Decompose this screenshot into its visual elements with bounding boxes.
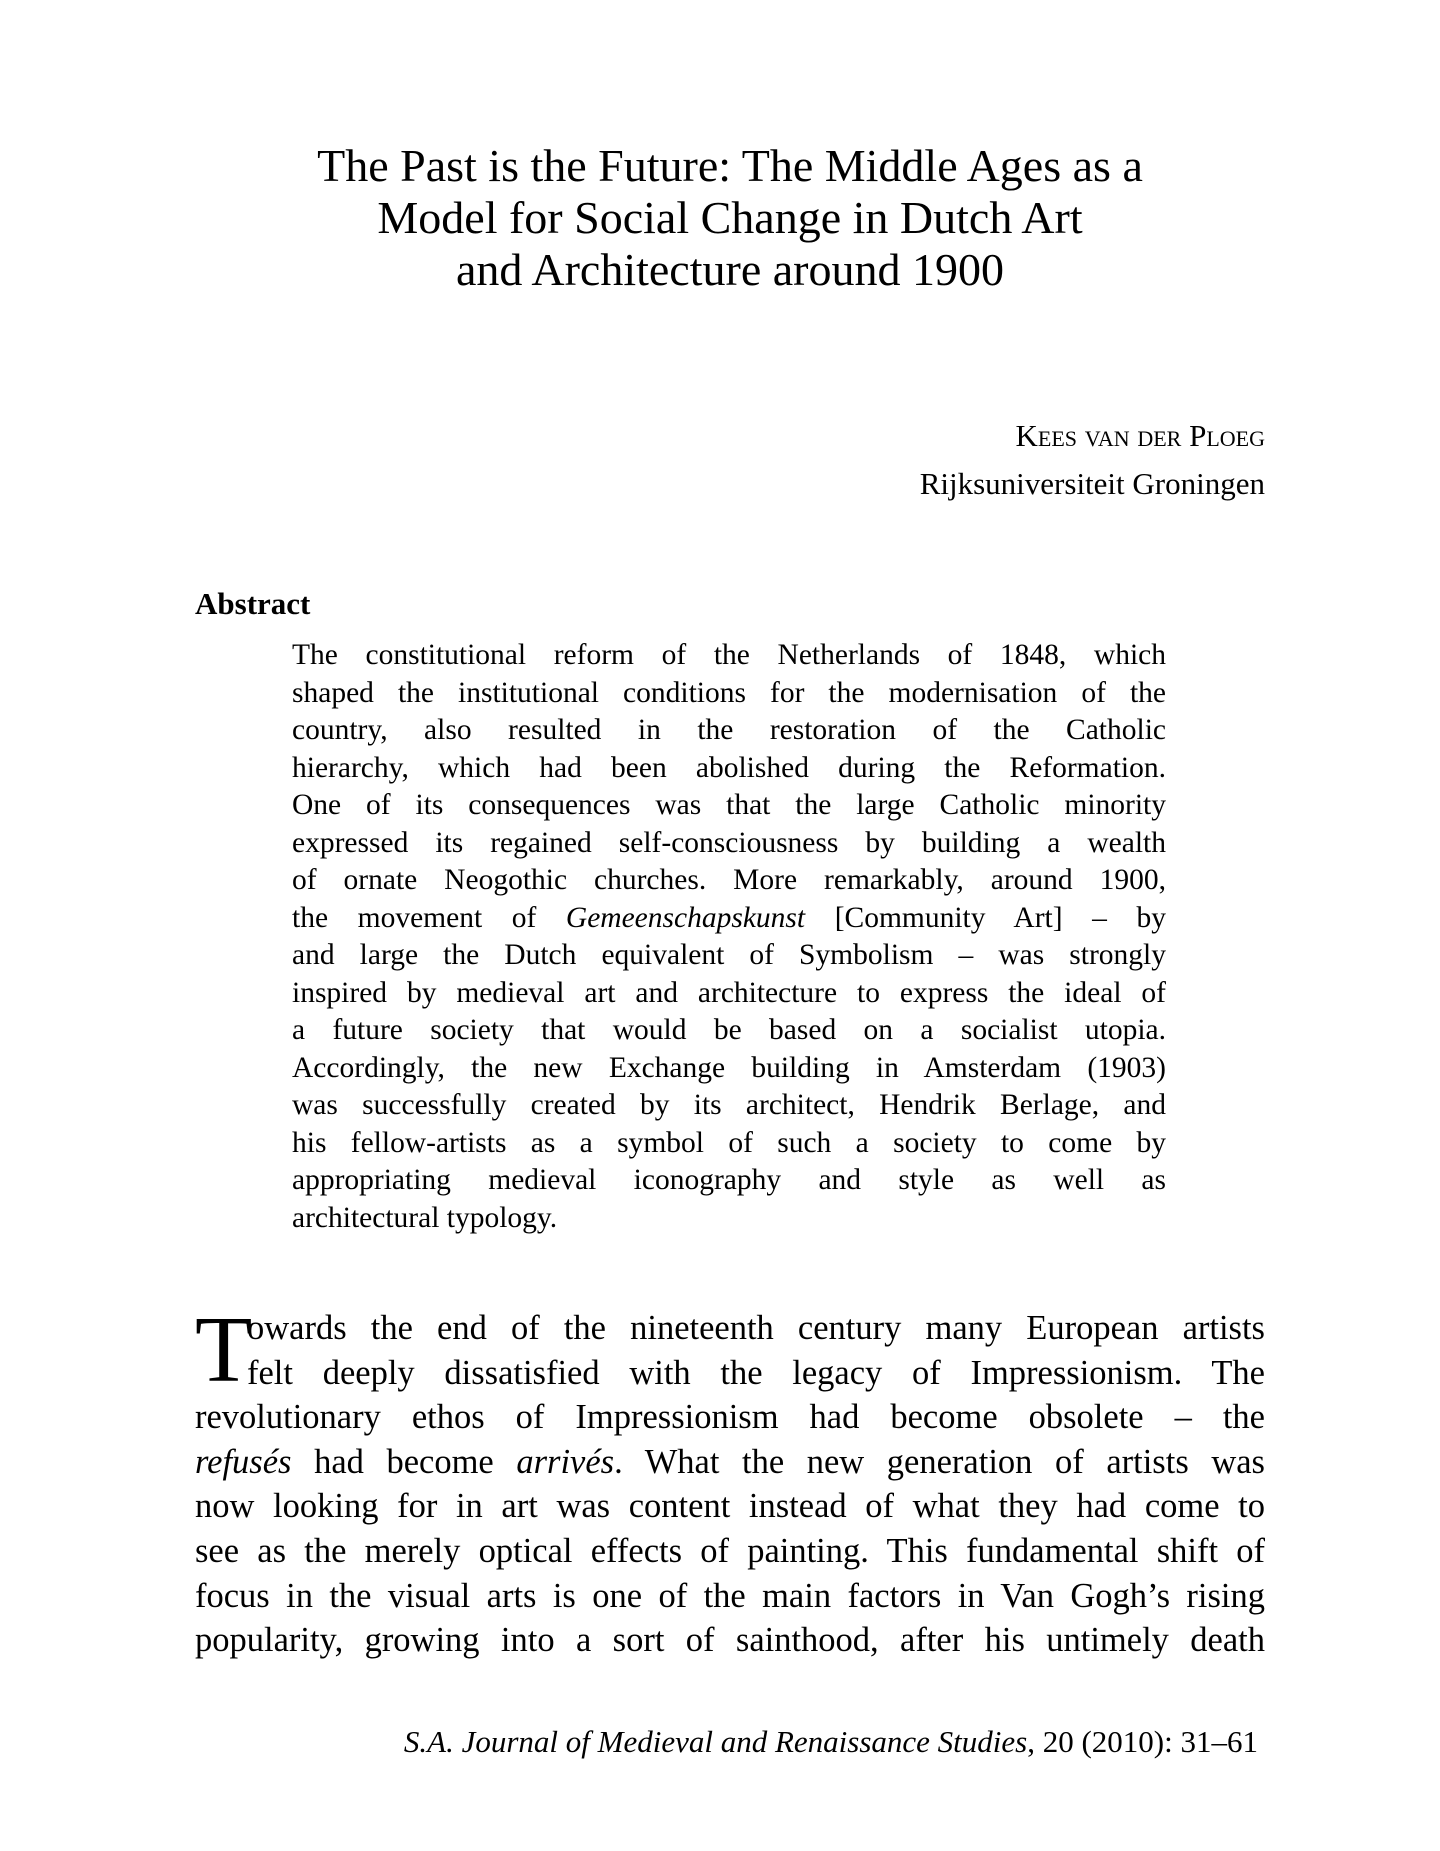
abstract-line: architectural typology. [292,1201,558,1234]
body-line: felt deeply dissatisfied with the legacy of Impressionism. The [247,1353,1265,1392]
abstract-heading: Abstract [195,586,311,621]
abstract-line: hierarchy, which had been abolished during the Reformation. [292,751,1166,784]
italic-term: refusés [195,1442,292,1481]
italic-term: arrivés [516,1442,615,1481]
title-line-2: Model for Social Change in Dutch Art [377,192,1083,243]
abstract-line: of ornate Neogothic churches. More remarkably, around 1900, [292,864,1166,896]
citation-details: , 20 (2010): 31–61 [1027,1724,1258,1759]
abstract-text: [Community Art] – by [805,901,1166,934]
abstract-line: Accordingly, the new Exchange building in Amsterdam (1903) [292,1051,1166,1084]
author-block [920,412,1265,508]
body-text: had become [291,1442,517,1481]
body-line: revolutionary ethos of Impressionism had become obsolete – the [195,1398,1265,1437]
abstract-line: One of its consequences was that the large Catholic minority [292,789,1166,821]
journal-name: S.A. Journal of Medieval and Renaissance Studies [403,1724,1028,1759]
body-line: popularity, growing into a sort of sainthood, after his untimely death [195,1621,1265,1660]
abstract-line: shaped the institutional conditions for the modernisation of the [292,676,1166,709]
abstract-line: was successfully created by its architect, Hendrik Berlage, and [292,1089,1166,1121]
title-line-1: The Past is the Future: The Middle Ages as a [317,140,1143,191]
abstract-line: inspired by medieval art and architecture to express the ideal of [292,976,1166,1009]
body-line: now looking for in art was content instead of what they had come to [195,1487,1265,1526]
abstract-line-with-italic [292,900,1166,938]
abstract-body [292,637,1166,1237]
body-text: . What the new generation of artists was [614,1442,1265,1481]
article-title [195,140,1265,296]
body-line-with-italics [195,1440,1265,1485]
body-paragraph [195,1298,1265,1663]
abstract-line: his fellow-artists as a symbol of such a society to come by [292,1126,1166,1159]
abstract-line: and large the Dutch equivalent of Symbolism – was strongly [292,939,1166,971]
body-line: focus in the visual arts is one of the main factors in Van Gogh’s rising [195,1576,1265,1615]
author-affiliation: Rijksuniversiteit Groningen [919,466,1265,501]
author-name: Kees van der Ploeg [1015,418,1265,453]
abstract-text: the movement of [292,901,566,934]
body-line: owards the end of the nineteenth century many European artists [247,1309,1265,1347]
drop-cap: T [195,1298,253,1402]
abstract-line: a future society that would be based on a socialist utopia. [292,1014,1166,1046]
abstract-line: country, also resulted in the restoration of the Catholic [292,714,1166,746]
italic-term: Gemeenschapskunst [565,901,806,934]
abstract-line: expressed its regained self-consciousness by building a wealth [292,826,1166,859]
title-line-3: and Architecture around 1900 [456,244,1004,295]
abstract-line: The constitutional reform of the Netherlands of 1848, which [292,639,1166,671]
body-line: see as the merely optical effects of painting. This fundamental shift of [195,1531,1265,1570]
abstract-line: appropriating medieval iconography and style as well as [292,1164,1166,1196]
journal-citation-footer [404,1722,1258,1762]
